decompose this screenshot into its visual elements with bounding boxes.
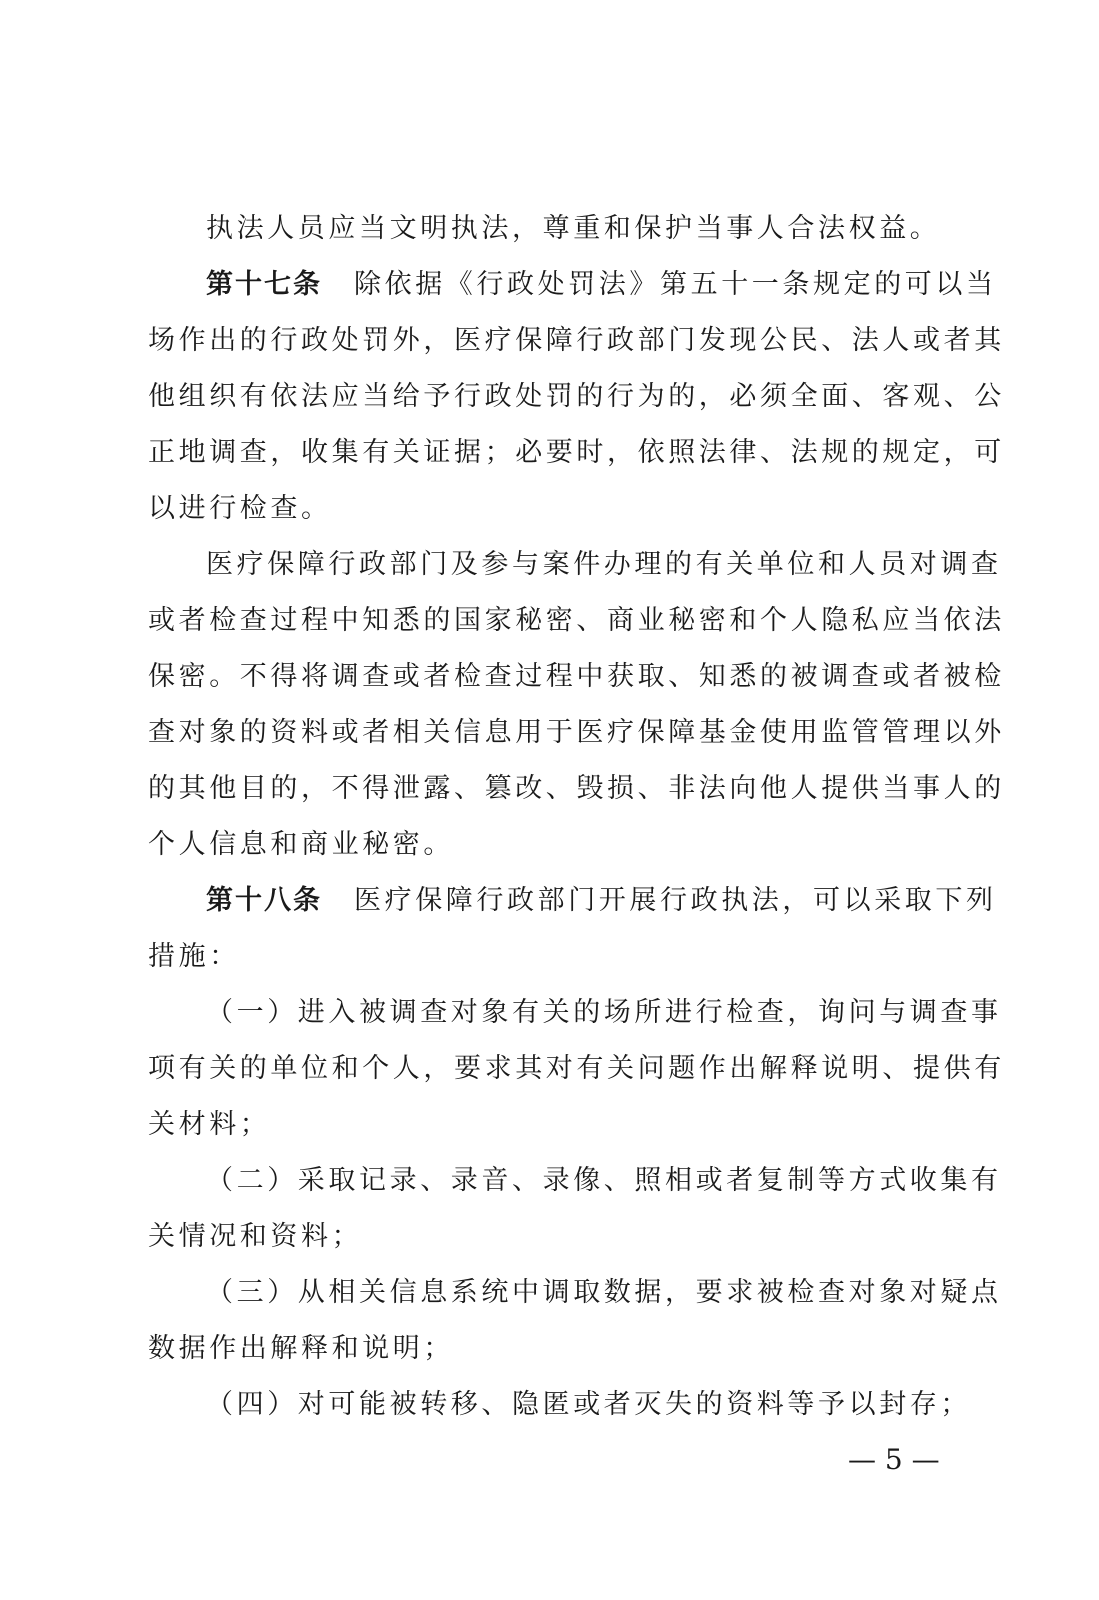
list-item-3: （三）从相关信息系统中调取数据，要求被检查对象对疑点 [206,1277,1002,1308]
paragraph-line: 措施： [148,941,240,972]
page-number: — 5 — [848,1443,940,1476]
article-17-first-line [206,269,997,301]
list-item-1: （一）进入被调查对象有关的场所进行检查，询问与调查事 [206,997,1002,1028]
paragraph-line: 的其他目的，不得泄露、篡改、毁损、非法向他人提供当事人的 [148,773,1005,804]
paragraph-line: 关材料； [148,1109,271,1140]
paragraph-line: 正地调查，收集有关证据；必要时，依照法律、法规的规定，可 [148,437,1005,468]
paragraph-line: 查对象的资料或者相关信息用于医疗保障基金使用监管管理以外 [148,717,1005,748]
paragraph-line: 项有关的单位和个人，要求其对有关问题作出解释说明、提供有 [148,1053,1005,1084]
list-item-4: （四）对可能被转移、隐匿或者灭失的资料等予以封存； [206,1389,971,1420]
article-18-first-line [206,885,997,917]
paragraph-line: 保密。不得将调查或者检查过程中获取、知悉的被调查或者被检 [148,661,1005,692]
paragraph-line: 数据作出解释和说明； [148,1333,454,1364]
paragraph-line: 以进行检查。 [148,493,332,524]
paragraph-line: 个人信息和商业秘密。 [148,829,454,860]
paragraph-line: 医疗保障行政部门及参与案件办理的有关单位和人员对调查 [206,549,1002,580]
paragraph-line: 或者检查过程中知悉的国家秘密、商业秘密和个人隐私应当依法 [148,605,1005,636]
paragraph-line: 关情况和资料； [148,1221,363,1252]
paragraph-line: 场作出的行政处罚外，医疗保障行政部门发现公民、法人或者其 [148,325,1005,356]
paragraph-line: 除依据《行政处罚法》第五十一条规定的可以当 [354,269,997,300]
paragraph-line: 执法人员应当文明执法，尊重和保护当事人合法权益。 [206,213,941,244]
article-18-heading: 第十八条 [206,885,322,916]
paragraph-line: 医疗保障行政部门开展行政执法，可以采取下列 [354,885,997,916]
article-17-heading: 第十七条 [206,269,322,300]
list-item-2: （二）采取记录、录音、录像、照相或者复制等方式收集有 [206,1165,1002,1196]
paragraph-line: 他组织有依法应当给予行政处罚的行为的，必须全面、客观、公 [148,381,1005,412]
